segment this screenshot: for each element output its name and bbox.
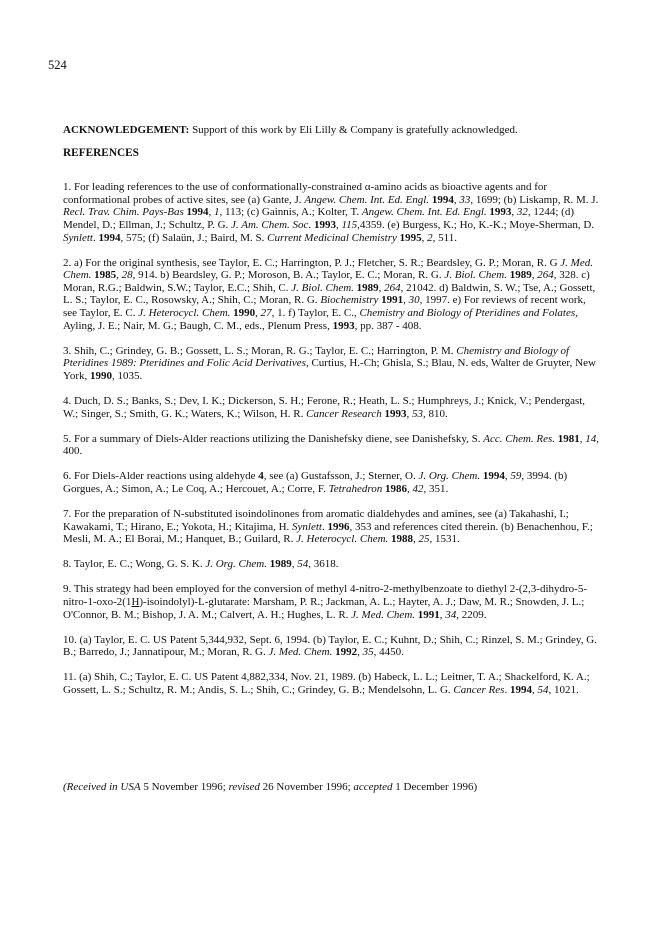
acknowledgement-heading: ACKNOWLEDGEMENT:	[63, 124, 190, 136]
text-run: Synlett	[292, 520, 322, 533]
text-run: ,	[531, 684, 538, 696]
text-run: 1991	[381, 294, 404, 307]
text-run: 1995	[399, 231, 422, 244]
text-run: , 353 and references cited therein. (b) Benachenhou, F.; Mesli, M. A.; El Borai, M.; Hanquet, B.; Guilard, R.	[63, 520, 593, 546]
text-run: , 113; (c) Gainnis, A.; Kolter, T.	[219, 206, 362, 219]
text-run: 2. a) For the original synthesis, see Taylor, E. C.; Harrington, P. J.; Fletcher, S. R.; Beardsley, G. P.; Moran, R. G	[63, 256, 561, 269]
text-run: J. Med. Chem.	[351, 608, 416, 621]
text-run: Current Medicinal Chemistry	[267, 231, 397, 244]
text-run: , see (a) Gustafsson, J.; Sterner, O.	[263, 470, 419, 483]
text-run: J. Org. Chem.	[418, 470, 481, 483]
text-run: 59	[510, 470, 522, 483]
text-run: 1988	[391, 533, 414, 546]
reference-2	[63, 257, 601, 333]
text-run: ,	[403, 294, 409, 307]
reference-8	[63, 558, 601, 571]
text-run: , pp. 387 - 408.	[354, 319, 422, 332]
text-run: 33	[459, 193, 471, 206]
text-run: 264	[537, 269, 554, 282]
text-run: 1. For leading references to the use of conformationally-constrained α-amino acids as bioactive agents and for conformational probes of active sites, see (a) Gante, J.	[63, 181, 548, 206]
text-run: 26 November 1996;	[259, 781, 354, 793]
text-run: Tetrahedron	[328, 482, 383, 495]
text-run: 115	[341, 218, 358, 231]
acknowledgement	[63, 124, 601, 137]
reference-1	[63, 181, 601, 244]
text-run: 35	[362, 646, 374, 659]
text-run: ,	[406, 407, 413, 420]
page-content	[63, 124, 601, 709]
text-run: , 21042. d) Baldwin, S. W.; Tse, A.; Gossett, L. S.; Taylor, E. C., Rosowsky, A.; Shih, C.; Moran, R. G.	[63, 281, 596, 307]
text-run: J. Med. Chem.	[268, 646, 333, 659]
text-run: ,	[357, 646, 363, 659]
text-run: 4	[258, 470, 264, 483]
text-run: 1993	[489, 206, 512, 219]
reference-list	[63, 181, 601, 696]
text-run: 28	[121, 269, 133, 282]
text-run: 1993	[313, 218, 336, 231]
text-run: .	[92, 231, 99, 244]
text-run: ,	[116, 269, 122, 282]
text-run: ,	[504, 470, 511, 483]
text-run: , 351.	[423, 482, 449, 495]
text-run: Angew. Chem. Int. Ed. Engl.	[361, 206, 487, 219]
text-run: J. Biol. Chem.	[291, 281, 354, 294]
text-run: Biochemistry	[320, 294, 379, 307]
text-run: , 2209.	[456, 608, 487, 621]
text-run: ,	[335, 218, 342, 231]
text-run: J. Heterocycl. Chem.	[138, 307, 231, 320]
page-number: 524	[48, 58, 67, 72]
text-run: Cancer Research	[306, 407, 382, 420]
text-run: Acc. Chem. Res.	[483, 432, 556, 445]
text-run: 1993	[384, 407, 407, 420]
text-run: 10. (a) Taylor, E. C. US Patent 5,344,932, Sept. 6, 1994. (b) Taylor, E. C.; Kuhnt, D.; Shih, C.; Rinzel, S. M.; Grindey, G. B.; Barredo, J.; Jannatipour, M.; Moran, R. G.	[63, 633, 597, 659]
text-run: 4. Duch, D. S.; Banks, S.; Dev, I. K.; Dickerson, S. H.; Ferone, R.; Heath, L. S.; Humphreys, J.; Knick, V.; Pendergast, W.; Singer, S.; Smith, G. K.; Waters, K.; Wilson, H. R.	[63, 395, 586, 420]
text-run: 30	[408, 294, 420, 307]
text-run: , 1244; (d) Mendel, D.; Ellman, J.; Schultz, P. G.	[63, 206, 575, 231]
text-run: 54	[297, 558, 309, 571]
text-run: accepted	[353, 781, 393, 793]
text-run: 1989	[356, 281, 379, 294]
text-run: 5 November 1996;	[140, 781, 229, 793]
text-run: 11. (a) Shih, C.; Taylor, E. C. US Patent 4,882,334, Nov. 21, 1989. (b) Habeck, L. L.; Leitner, T. A.; Shackelford, K. A.; Gossett, L. S.; Schultz, R. M.; Andis, S. L.; Shih, C.; Grindey, G. B.; Mendelsohn, L. G.	[63, 671, 590, 696]
text-run: 34	[445, 608, 457, 621]
text-run: , 1035.	[112, 369, 143, 382]
text-run: 1994	[98, 231, 121, 244]
reference-7	[63, 508, 601, 546]
text-run: ,	[439, 608, 446, 621]
text-run: .	[321, 520, 328, 533]
text-run: , 511.	[432, 231, 457, 244]
text-run: Chemistry and Biology of Pteridines 1989: Pteridines and Folic Acid Derivatives	[63, 344, 570, 370]
text-run: J. Med. Chem.	[63, 256, 593, 282]
text-run: ,	[407, 482, 413, 495]
text-run: , 1. f) Taylor, E. C.,	[271, 307, 360, 320]
references-heading: REFERENCES	[63, 146, 139, 159]
reference-3	[63, 345, 601, 383]
text-run: ,	[421, 231, 428, 244]
text-run: , 914. b) Beardsley, G. P.; Moroson, B. A.; Taylor, E. C.; Moran, R. G.	[132, 269, 445, 282]
reference-4	[63, 395, 601, 420]
text-run: , 3994. (b) Gorgues, A.; Simon, A.; Le Coq, A.; Hercouet, A.; Corre, F.	[63, 470, 568, 495]
text-run: (Received in USA	[63, 781, 141, 793]
text-run: Recl. Trav. Chim. Pays-Bas	[63, 206, 184, 219]
text-run: 1990	[233, 307, 256, 320]
reference-11	[63, 671, 601, 696]
text-run: 7. For the preparation of N-substituted isoindolinones from aromatic dialdehydes and amines, see (a) Takahashi, I.; Kawakami, T.; Hirano, E.; Yokota, H.; Kitajima, H.	[63, 508, 569, 533]
text-run: 1985	[94, 269, 117, 282]
text-run: 53	[412, 407, 424, 420]
text-run: 1993	[332, 319, 355, 332]
text-run: 9. This strategy had been employed for the conversion of methyl 4-nitro-2-methylbenzoate to diethyl 2-(2,3-dihydro-5-nitro-1-oxo-2(1	[63, 583, 587, 609]
text-run: Cancer Res	[453, 684, 505, 696]
text-run: ,4359. (e) Burgess, K.; Ho, K.-K.; Moye-Sherman, D.	[357, 218, 595, 231]
text-run: 1	[214, 206, 220, 219]
reference-6	[63, 470, 601, 495]
reference-10	[63, 634, 601, 659]
text-run: 3. Shih, C.; Grindey, G. B.; Gossett, L. S.; Moran, R. G.; Taylor, E. C.; Harrington, P. M.	[63, 344, 457, 357]
text-run: J. Biol. Chem.	[444, 269, 507, 282]
text-run: ,	[255, 307, 261, 320]
text-run: 25	[418, 533, 430, 546]
text-run: 1994	[431, 193, 454, 206]
text-run: , 1997. e) For reviews of recent work, see Taylor, E. C.	[63, 294, 586, 320]
text-run: 2	[427, 231, 433, 244]
text-run: )-isoindolyl)-L-glutarate: Marsham, P. R.; Jackman, A. L.; Hayter, A. J.; Daw, M. R.; Snowden, J. L.; O'Connor, B. M.; Bishop, J. A. M.; Calvert, A. H.; Hughes, L. R.	[63, 596, 585, 621]
text-run: ,	[579, 432, 586, 445]
received-dates	[63, 781, 477, 793]
text-run: 1994	[509, 684, 532, 696]
text-run: 42	[412, 482, 424, 495]
text-run: ,	[413, 533, 419, 546]
text-run: ,	[531, 269, 538, 282]
text-run: 264	[384, 281, 401, 294]
text-run: , 4450.	[373, 646, 404, 659]
text-run: , 575; (f) Salaün, J.; Baird, M. S.	[120, 231, 268, 244]
text-run: , 1531.	[429, 533, 460, 546]
text-run: ,	[453, 193, 460, 206]
text-run: 1994	[482, 470, 505, 483]
text-run: revised	[228, 781, 260, 793]
acknowledgement-text: Support of this work by Eli Lilly & Company is gratefully acknowledged.	[192, 124, 518, 136]
text-run: , 400.	[63, 432, 600, 458]
text-run: 6. For Diels-Alder reactions using aldehyde	[63, 470, 259, 483]
text-run: , 3618.	[308, 558, 339, 571]
text-run: Angew. Chem. Int. Ed. Engl.	[304, 193, 430, 206]
text-run: H	[131, 596, 140, 609]
text-run: 1 December 1996)	[392, 781, 478, 793]
text-run: .	[504, 684, 510, 696]
text-run: ,	[208, 206, 215, 219]
text-run: 14	[585, 432, 597, 445]
text-run: , 1699; (b) Liskamp, R. M. J.	[470, 193, 599, 206]
text-run: 1994	[186, 206, 209, 219]
text-run: Synlett	[63, 231, 93, 244]
text-run: 1992	[335, 646, 358, 659]
text-run: ,	[378, 281, 385, 294]
text-run: 32	[516, 206, 528, 219]
text-run: , 328. c) Moran, R.G.; Baldwin, S.W.; Taylor, E.C.; Shih, C.	[63, 269, 590, 294]
text-run: 1986	[385, 482, 407, 495]
text-run: 1989	[269, 558, 292, 571]
text-run: , Ayling, J. E.; Nair, M. G.; Baugh, C. M., eds., Plenum Press,	[63, 307, 578, 332]
reference-5	[63, 433, 601, 458]
text-run: 27	[260, 307, 272, 320]
text-run: J. Heterocycl. Chem.	[296, 533, 389, 546]
text-run: 1991	[417, 608, 440, 621]
text-run: 1996	[327, 520, 350, 533]
text-run: , 1021.	[548, 684, 579, 696]
text-run: ,	[291, 558, 298, 571]
text-run: 1981	[557, 432, 580, 445]
text-run: , Curtius, H.-Ch; Ghisla, S.; Blau, N. eds, Walter de Gruyter, New York,	[63, 357, 596, 382]
text-run: Chemistry and Biology of Pteridines and Folates	[359, 307, 576, 320]
text-run: 1989	[509, 269, 532, 282]
text-run: , 810.	[423, 407, 448, 420]
text-run: J. Am. Chem. Soc.	[231, 218, 312, 231]
text-run: 1990	[90, 369, 113, 382]
text-run: J. Org. Chem.	[205, 558, 267, 571]
text-run: ,	[511, 206, 517, 219]
text-run: 8. Taylor, E. C.; Wong, G. S. K.	[63, 558, 206, 571]
text-run: 5. For a summary of Diels-Alder reactions utilizing the Danishefsky diene, see Danishefsky, S.	[63, 432, 484, 445]
text-run: 54	[537, 684, 549, 696]
reference-9	[63, 583, 601, 621]
